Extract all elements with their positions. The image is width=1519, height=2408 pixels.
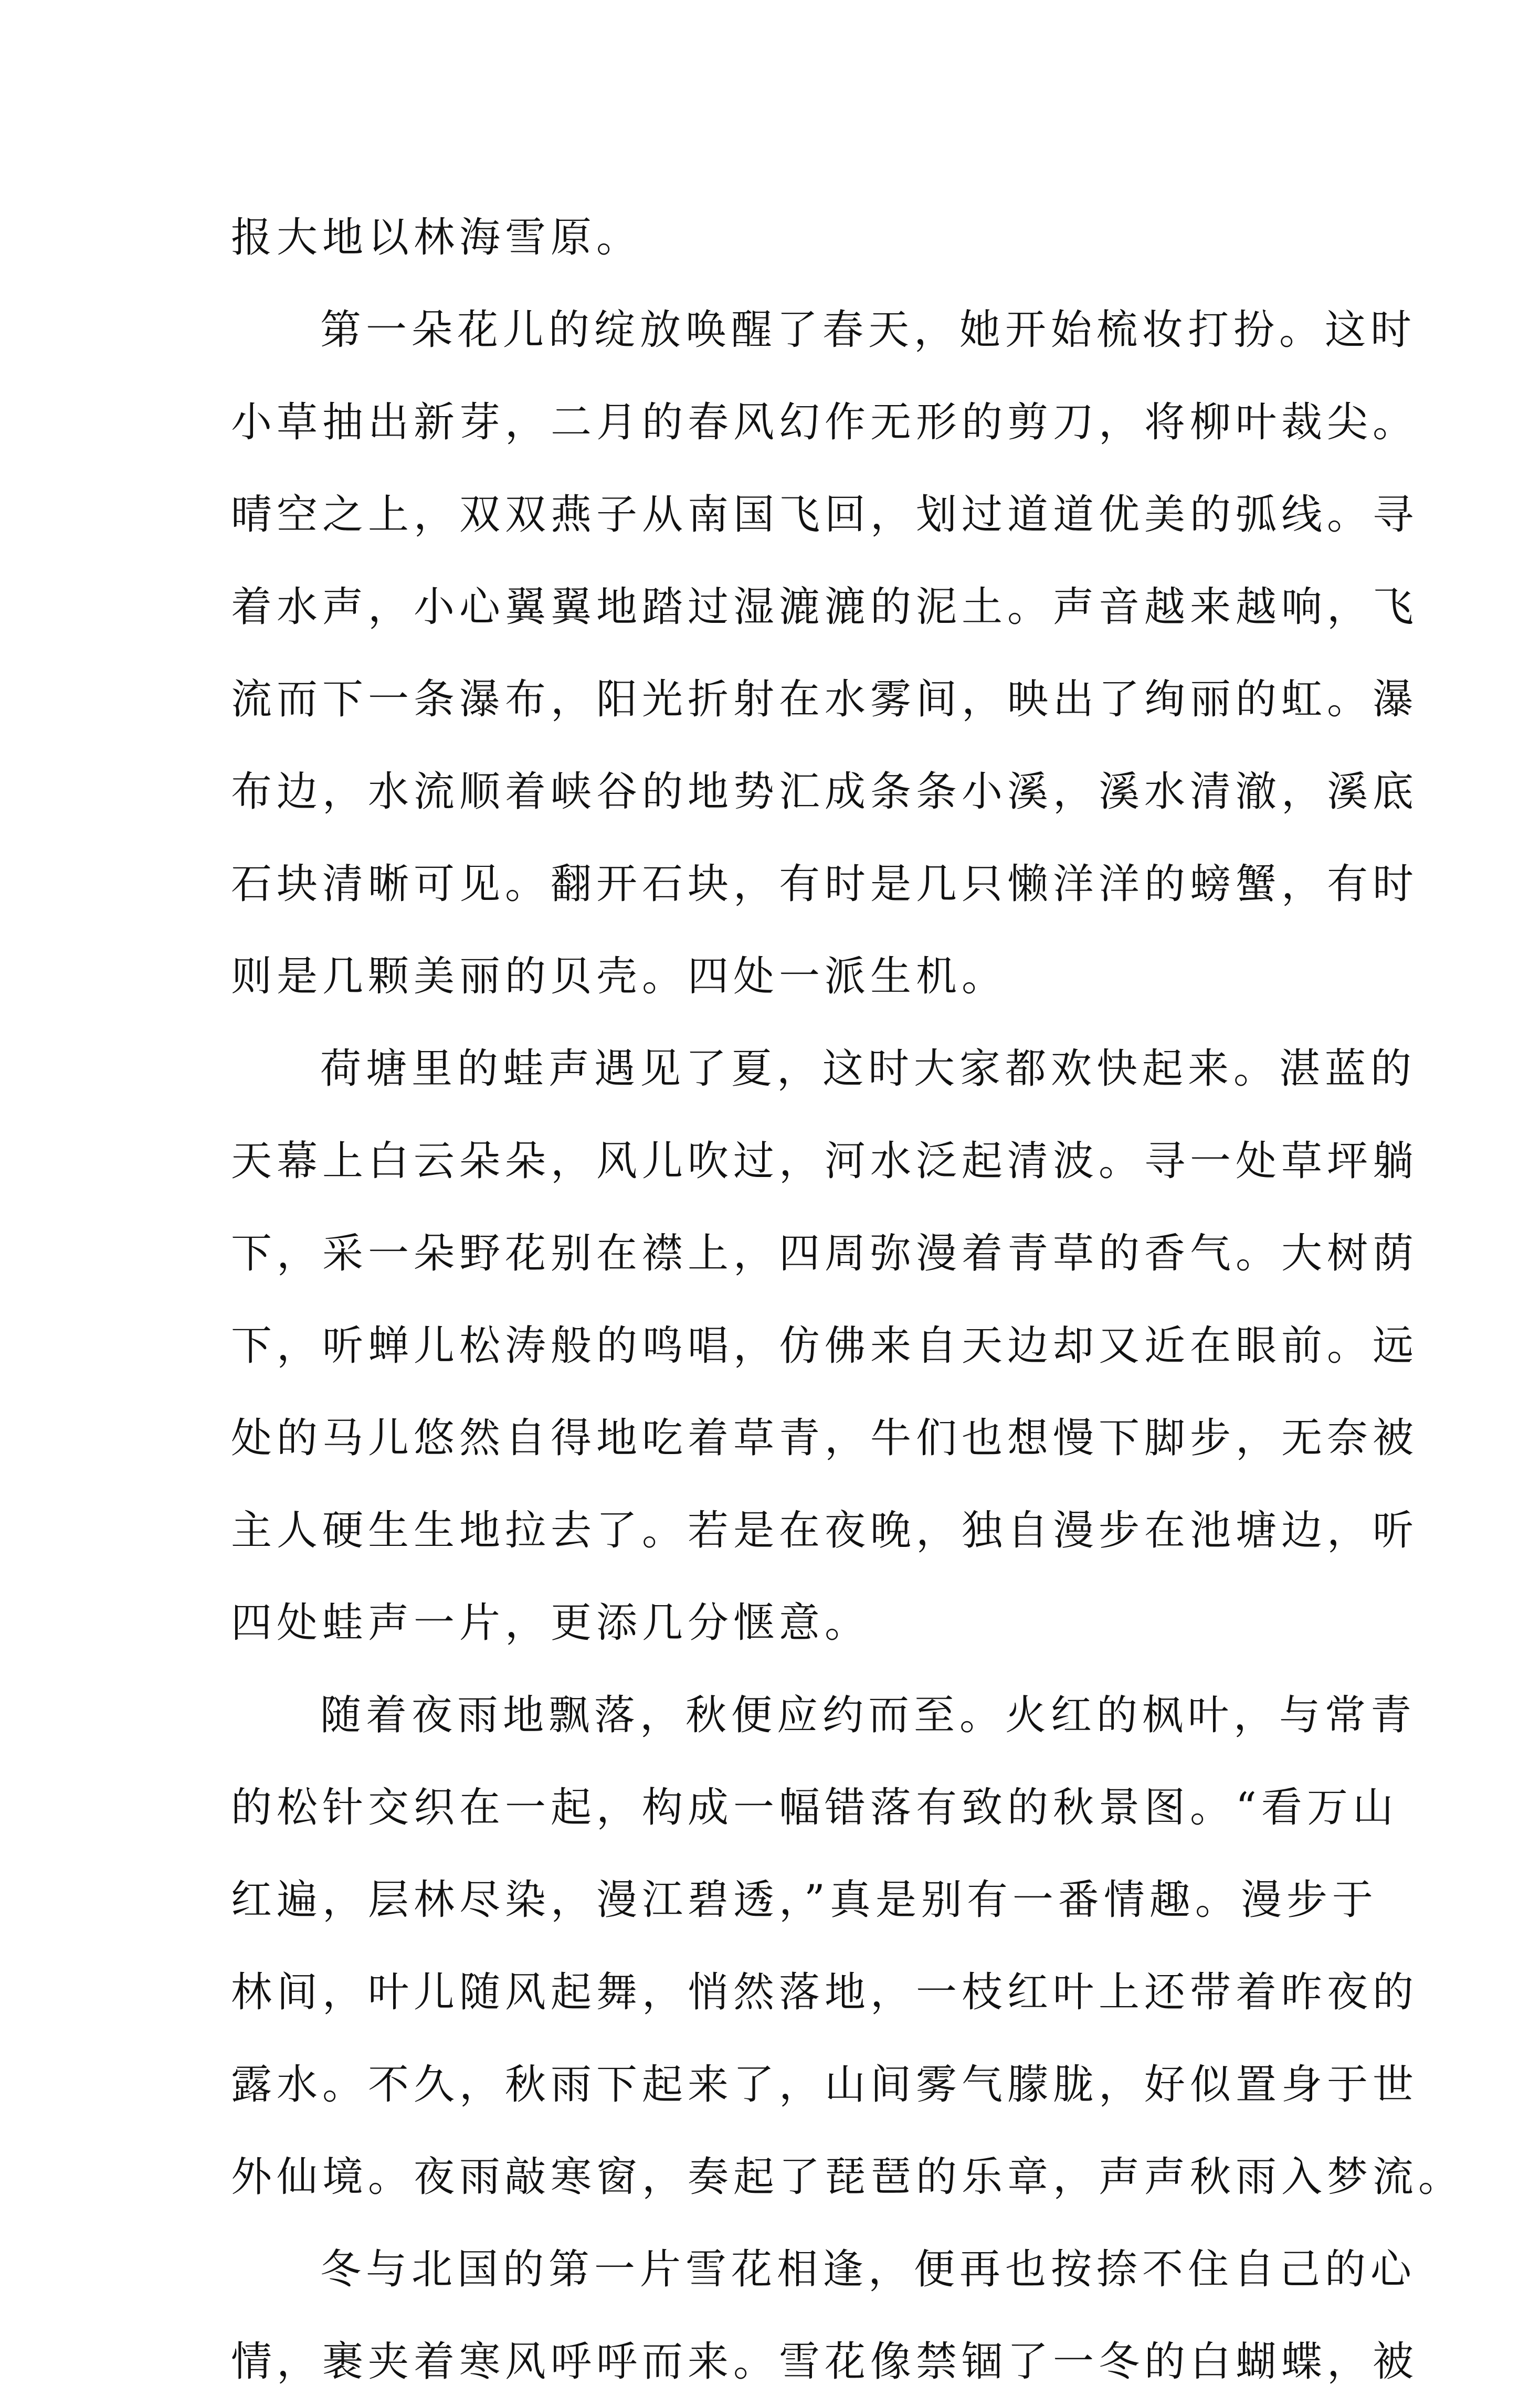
text-line: 下，听蝉儿松涛般的鸣唱，仿佛来自天边却又近在眼前。远 <box>231 1322 1419 1370</box>
paragraph <box>231 1023 1419 1669</box>
text-line: 情，裹夹着寒风呼呼而来。雪花像禁锢了一冬的白蝴蝶，被 <box>231 2338 1419 2385</box>
paragraph <box>231 2223 1419 2408</box>
text-line: 下，采一朵野花别在襟上，四周弥漫着青草的香气。大树荫 <box>231 1230 1419 1277</box>
body-text <box>231 192 1464 2408</box>
text-line: 第一朵花儿的绽放唤醒了春天，她开始梳妆打扮。这时 <box>320 306 1417 354</box>
paragraph <box>231 284 1419 1023</box>
text-line: 晴空之上，双双燕子从南国飞回，划过道道优美的弧线。寻 <box>231 491 1419 538</box>
text-line: 小草抽出新芽，二月的春风幻作无形的剪刀，将柳叶裁尖。 <box>231 399 1419 446</box>
text-line: 四处蛙声一片，更添几分惬意。 <box>231 1599 871 1647</box>
text-line: 荷塘里的蛙声遇见了夏，这时大家都欢快起来。湛蓝的 <box>320 1045 1417 1092</box>
text-line: 流而下一条瀑布，阳光折射在水雾间，映出了绚丽的虹。瀑 <box>231 676 1419 723</box>
text-line: 露水。不久，秋雨下起来了，山间雾气朦胧，好似置身于世 <box>231 2061 1419 2108</box>
text-line: 报大地以林海雪原。 <box>231 214 642 261</box>
paragraph <box>231 1669 1464 2223</box>
text-line: 处的马儿悠然自得地吃着草青，牛们也想慢下脚步，无奈被 <box>231 1415 1419 1462</box>
text-line: 布边，水流顺着峡谷的地势汇成条条小溪，溪水清澈，溪底 <box>231 768 1419 815</box>
text-line: 冬与北国的第一片雪花相逢，便再也按捺不住自己的心 <box>320 2246 1417 2293</box>
text-line: 林间，叶儿随风起舞，悄然落地，一枝红叶上还带着昨夜的 <box>231 1969 1419 2016</box>
text-line: 的松针交织在一起，构成一幅错落有致的秋景图。“看万山 <box>231 1784 1398 1831</box>
text-line: 石块清晰可见。翻开石块，有时是几只懒洋洋的螃蟹，有时 <box>231 861 1419 908</box>
paragraph <box>231 192 1312 284</box>
text-line: 外仙境。夜雨敲寒窗，奏起了琵琶的乐章，声声秋雨入梦流。 <box>231 2154 1464 2201</box>
text-line: 则是几颗美丽的贝壳。四处一派生机。 <box>231 953 1008 1000</box>
text-line: 主人硬生生地拉去了。若是在夜晚，独自漫步在池塘边，听 <box>231 1507 1419 1554</box>
text-line: 随着夜雨地飘落，秋便应约而至。火红的枫叶，与常青 <box>320 1692 1417 1739</box>
text-line: 红遍，层林尽染，漫江碧透，”真是别有一番情趣。漫步于 <box>231 1876 1378 1924</box>
text-line: 着水声，小心翼翼地踏过湿漉漉的泥土。声音越来越响，飞 <box>231 584 1419 631</box>
text-line: 天幕上白云朵朵，风儿吹过，河水泛起清波。寻一处草坪躺 <box>231 1138 1419 1185</box>
